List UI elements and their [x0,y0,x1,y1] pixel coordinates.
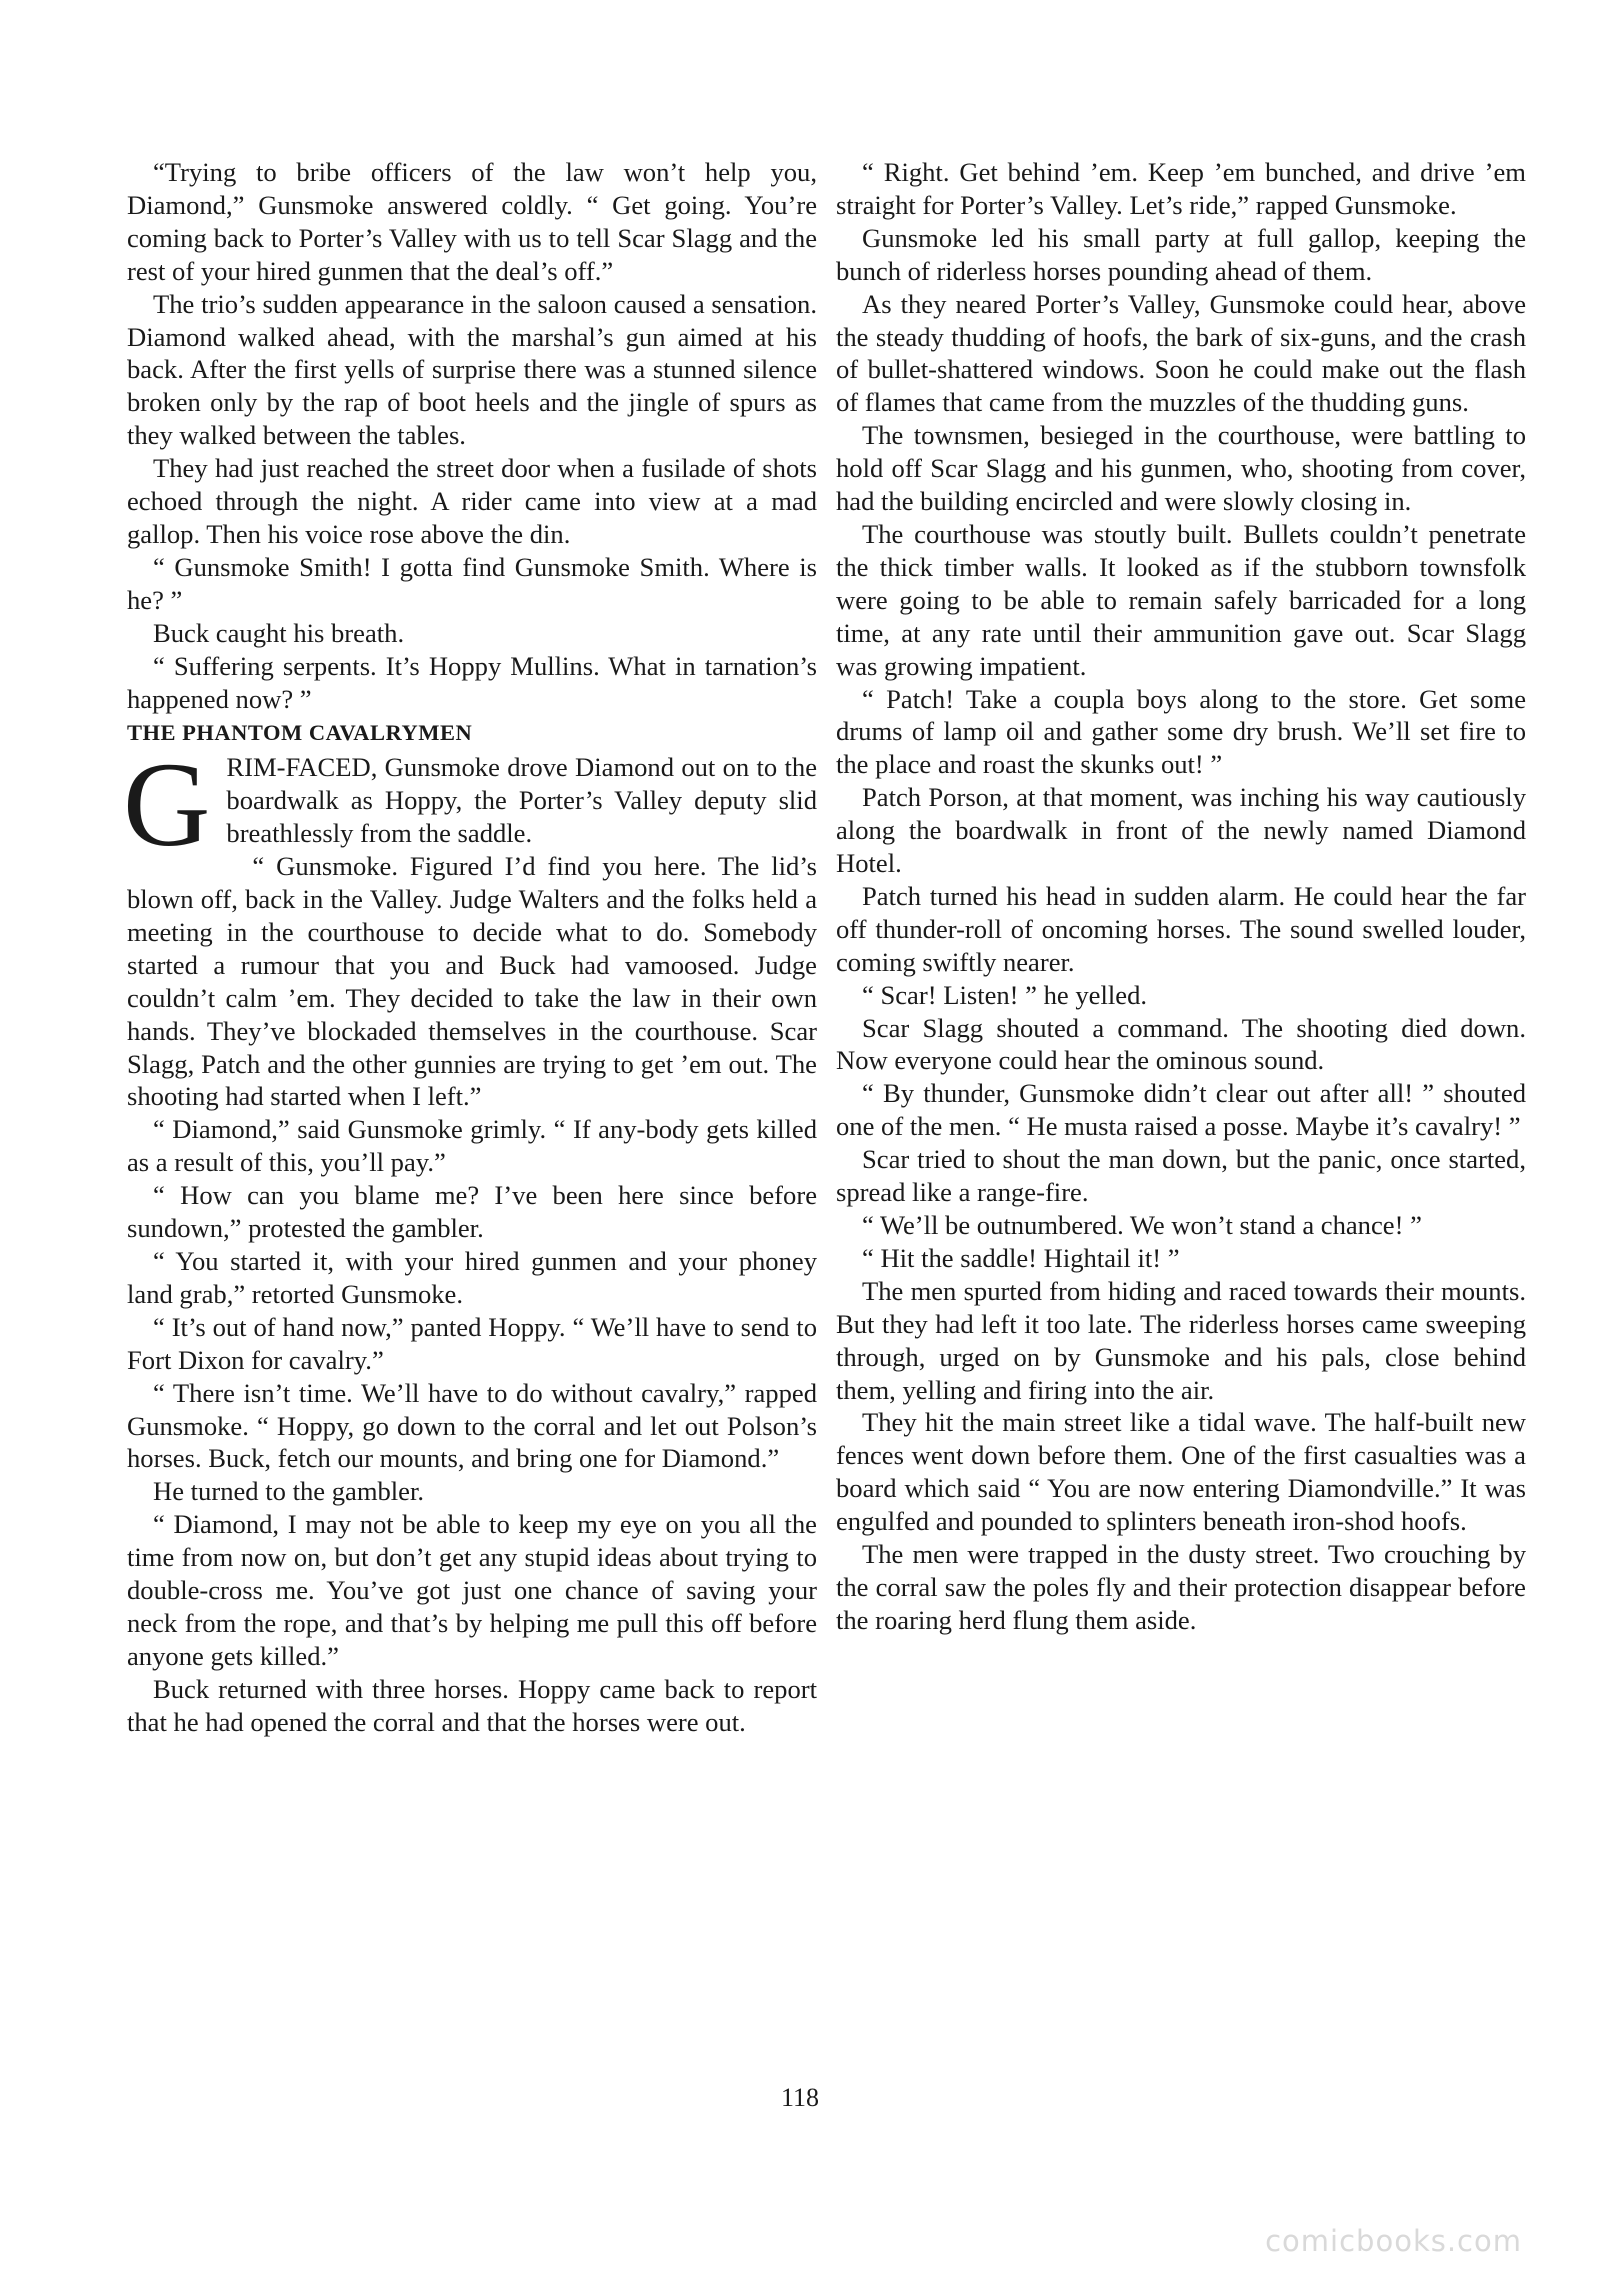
paragraph: “ Diamond,” said Gunsmoke grimly. “ If any-body gets killed as a result of this, you’ll pay.” [127,1114,817,1178]
drop-cap: G [123,738,211,873]
paragraph: The men spurted from hiding and raced towards their mounts. But they had left it too late. The riderless horses came sweeping through, urged on by Gunsmoke and his pals, close behind them, yelling and firing into the air. [836,1275,1526,1405]
paragraph: “ There isn’t time. We’ll have to do without cavalry,” rapped Gunsmoke. “ Hoppy, go down to the corral and let out Polson’s horses. Buck, fetch our mounts, and bring one for Diamond.” [127,1377,817,1474]
paragraph: The courthouse was stoutly built. Bullets couldn’t penetrate the thick timber walls. It looked as if the stubborn townsfolk were going to be able to remain safely barricaded for a long time, at any rate until their ammunition gave out. Scar Slagg was growing impatient. [836,518,1526,681]
paragraph: The men were trapped in the dusty street. Two crouching by the corral saw the poles fly and their protection disappear before the roaring herd flung them aside. [836,1539,1526,1635]
paragraph: Buck caught his breath. [153,617,405,648]
paragraph: “ Gunsmoke. Figured I’d find you here. The lid’s blown off, back in the Valley. Judge Walters and the folks held a meeting in the courthouse to decide what to do. Somebody started a rumour that you and Buck had vamoosed. Judge couldn’t calm ’em. They decided to take the law in their own hands. They’ve blockaded themselves in the courthouse. Scar Slagg, Patch and the other gunnies are trying to get ’em out. The shooting had started when I left.” [127,851,817,1112]
paragraph: “ Hit the saddle! Hightail it! ” [862,1242,1180,1273]
paragraph: They hit the main street like a tidal wave. The half-built new fences went down before them. One of the first casualties was a board which said “ You are now entering Diamondville.” It was engulfed and pounded to splinters beneath iron-shod hoofs. [836,1407,1526,1537]
paragraph: “ Gunsmoke Smith! I gotta find Gunsmoke Smith. Where is he? ” [127,551,817,615]
paragraph: “ You started it, with your hired gunmen and your phoney land grab,” retorted Gunsmoke. [127,1246,817,1309]
paragraph: Patch turned his head in sudden alarm. He could hear the far off thunder-roll of oncoming horses. The sound swelled louder, coming swiftly nearer. [836,880,1526,977]
watermark: comicbooks.com [1265,2224,1522,2258]
paragraph: “ Right. Get behind ’em. Keep ’em bunched, and drive ’em straight for Porter’s Valley. Let’s ride,” rapped Gunsmoke. [836,157,1526,220]
paragraph: Scar tried to shout the man down, but the panic, once started, spread like a range-fire. [836,1144,1526,1208]
drop-cap-paragraph-text: RIM-FACED, Gunsmoke drove Diamond out on to the boardwalk as Hoppy, the Porter’s Valley deputy slid breathlessly from the saddle. [226,752,817,849]
paragraph: “ It’s out of hand now,” panted Hoppy. “ We’ll have to send to Fort Dixon for cavalry.” [127,1311,817,1375]
paragraph: Scar Slagg shouted a command. The shooting died down. Now everyone could hear the ominous sound. [836,1012,1526,1076]
paragraph: “ By thunder, Gunsmoke didn’t clear out after all! ” shouted one of the men. “ He musta raised a posse. Maybe it’s cavalry! ” [836,1078,1526,1142]
paragraph: Patch Porson, at that moment, was inching his way cautiously along the boardwalk in front of the newly named Diamond Hotel. [836,782,1526,879]
paragraph: The townsmen, besieged in the courthouse, were battling to hold off Scar Slagg and his gunmen, who, shooting from cover, had the building encircled and were slowly closing in. [836,420,1526,517]
paragraph: “ How can you blame me? I’ve been here since before sundown,” protested the gambler. [127,1180,817,1244]
paragraph: “ We’ll be outnumbered. We won’t stand a chance! ” [862,1210,1422,1240]
paragraph: Buck returned with three horses. Hoppy came back to report that he had opened the corral and that the horses were out. [127,1673,817,1737]
drop-cap-paragraph [123,738,817,873]
paragraph: “Trying to bribe officers of the law won’t help you, Diamond,” Gunsmoke answered coldly. “ Get going. You’re coming back to Porter’s Valley with us to tell Scar Slagg and the rest of your hired gunmen that the deal’s off.” [127,157,817,286]
page-number: 118 [780,2083,820,2112]
paragraph: “ Diamond, I may not be able to keep my eye on you all the time from now on, but don’t get any stupid ideas about trying to double-cross me. You’ve got just one chance of saving your neck from the rope, and that’s by helping me pull this off before anyone gets killed.” [127,1509,817,1671]
section-heading: THE PHANTOM CAVALRYMEN [127,720,473,746]
paragraph: “ Scar! Listen! ” he yelled. [862,979,1148,1010]
paragraph: “ Suffering serpents. It’s Hoppy Mullins. What in tarnation’s happened now? ” [127,650,817,714]
paragraph: “ Patch! Take a coupla boys along to the store. Get some drums of lamp oil and gather some dry brush. We’ll set fire to the place and roast the skunks out! ” [836,683,1526,780]
paragraph: The trio’s sudden appearance in the saloon caused a sensation. Diamond walked ahead, with the marshal’s gun aimed at his back. After the first yells of surprise there was a stunned silence broken only by the rap of boot heels and the jingle of spurs as they walked between the tables. [127,288,817,451]
right-column [836,156,1526,1637]
paragraph: He turned to the gambler. [153,1476,425,1507]
left-column [123,156,817,1739]
paragraph: They had just reached the street door when a fusilade of shots echoed through the night. A rider came into view at a mad gallop. Then his voice rose above the din. [127,453,817,549]
paragraph: Gunsmoke led his small party at full gallop, keeping the bunch of riderless horses pounding ahead of them. [836,222,1526,286]
paragraph: As they neared Porter’s Valley, Gunsmoke could hear, above the steady thudding of hoofs, the bark of six-guns, and the crash of bullet-shattered windows. Soon he could make out the flash of flames that came from the muzzles of the thudding guns. [836,288,1526,418]
